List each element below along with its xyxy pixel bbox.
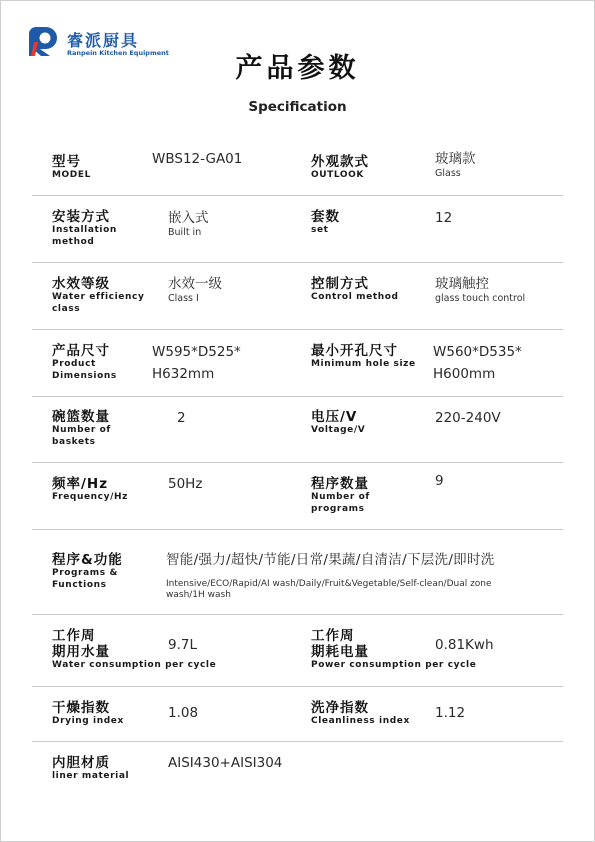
drying-index-label <box>52 700 124 728</box>
hole-size-label-en: Minimum hole size <box>311 359 416 369</box>
liner-material-label-cn: 内胆材质 <box>52 755 110 771</box>
water-consumption-label-cn-2: 期用水量 <box>52 644 110 660</box>
water-efficiency-label-en-2: class <box>52 303 81 314</box>
baskets-value <box>177 407 186 429</box>
power-consumption-value <box>435 634 494 656</box>
functions-label <box>52 552 123 591</box>
frequency-value <box>168 473 202 495</box>
set-label-cn: 套数 <box>311 209 340 225</box>
installation-value-cn: 嵌入式 <box>168 210 209 226</box>
hole-size-value <box>433 341 522 385</box>
drying-index-value <box>168 702 198 724</box>
voltage-label-cn: 电压/V <box>311 409 358 425</box>
installation-value <box>168 210 209 238</box>
hole-size-value-line2: H600mm <box>433 366 496 382</box>
row-divider <box>32 529 563 530</box>
control-method-label-en: Control method <box>311 292 399 302</box>
power-consumption-label-cn-2: 期耗电量 <box>311 644 369 660</box>
frequency-label-en: Frequency/Hz <box>52 492 128 502</box>
dimensions-value-line1: W595*D525* <box>152 344 241 360</box>
programs-count-value-text: 9 <box>435 473 444 489</box>
power-consumption-label-en: Power consumption per cycle <box>311 660 477 670</box>
installation-value-en: Built in <box>168 227 202 238</box>
set-label <box>311 209 340 237</box>
installation-label-en-2: method <box>52 236 95 247</box>
page-title: 产品参数 <box>235 53 360 84</box>
cleanliness-index-label <box>311 700 410 728</box>
installation-label-en: Installation <box>52 225 117 235</box>
cleanliness-index-value-text: 1.12 <box>435 705 466 721</box>
outlook-value <box>435 151 476 179</box>
liner-material-label <box>52 755 129 783</box>
row-divider <box>32 396 563 397</box>
programs-count-value <box>435 470 444 492</box>
functions-value <box>166 550 551 601</box>
set-value-text: 12 <box>435 210 453 226</box>
water-consumption-value-text: 9.7L <box>168 637 197 653</box>
baskets-label-en: Number of <box>52 425 111 435</box>
row-divider <box>32 614 563 615</box>
hole-size-label-cn: 最小开孔尺寸 <box>311 343 398 359</box>
power-consumption-value-text: 0.81Kwh <box>435 637 494 653</box>
functions-value-en: Intensive/ECO/Rapid/AI wash/Daily/Fruit&Vegetable/Self-clean/Dual zone <box>166 579 492 589</box>
model-value <box>152 148 242 170</box>
row-divider <box>32 329 563 330</box>
programs-count-label <box>311 476 370 515</box>
brand-name-cn: 睿派厨具 <box>67 31 140 50</box>
water-consumption-label-en: Water consumption per cycle <box>52 660 217 670</box>
baskets-value-text: 2 <box>177 410 186 426</box>
row-divider <box>32 741 563 742</box>
baskets-label <box>52 409 111 448</box>
liner-material-value <box>168 752 282 774</box>
dimensions-value <box>152 341 241 385</box>
model-label-cn: 型号 <box>52 154 81 170</box>
outlook-label-cn: 外观款式 <box>311 154 369 170</box>
outlook-value-cn: 玻璃款 <box>435 151 476 167</box>
outlook-label <box>311 154 369 182</box>
model-label-en: MODEL <box>52 170 91 180</box>
control-method-label-cn: 控制方式 <box>311 276 369 292</box>
page-subtitle: Specification <box>248 99 347 115</box>
programs-count-label-en: Number of <box>311 492 370 502</box>
baskets-label-cn: 碗篮数量 <box>52 409 110 425</box>
water-consumption-label-cn: 工作周 <box>52 628 96 644</box>
functions-label-en-2: Functions <box>52 579 107 590</box>
water-efficiency-value <box>168 276 222 304</box>
outlook-value-en: Glass <box>435 168 461 179</box>
functions-value-cn: 智能/强力/超快/节能/日常/果蔬/自清洁/下层洗/即时洗 <box>166 552 495 568</box>
brand-name-en: Ranpein Kitchen Equipment <box>67 49 169 57</box>
programs-count-label-en-2: programs <box>311 503 365 514</box>
installation-label-cn: 安装方式 <box>52 209 110 225</box>
voltage-value <box>435 407 501 429</box>
row-divider <box>32 462 563 463</box>
cleanliness-index-value <box>435 702 465 724</box>
drying-index-label-cn: 干燥指数 <box>52 700 110 716</box>
dimensions-value-line2: H632mm <box>152 366 215 382</box>
outlook-label-en: OUTLOOK <box>311 170 364 180</box>
set-label-en: set <box>311 225 329 235</box>
water-efficiency-value-cn: 水效一级 <box>168 276 222 292</box>
water-efficiency-label-cn: 水效等级 <box>52 276 110 292</box>
functions-value-en-2: wash/1H wash <box>166 590 231 600</box>
dimensions-label-en: Product <box>52 359 96 369</box>
row-divider <box>32 195 563 196</box>
control-method-value <box>435 276 525 304</box>
power-consumption-label-cn: 工作周 <box>311 628 355 644</box>
drying-index-label-en: Drying index <box>52 716 124 726</box>
water-efficiency-label <box>52 276 144 315</box>
liner-material-label-en: liner material <box>52 771 130 781</box>
dimensions-label-cn: 产品尺寸 <box>52 343 110 359</box>
model-value-text: WBS12-GA01 <box>152 151 243 167</box>
voltage-value-text: 220-240V <box>435 410 501 426</box>
functions-label-en: Programs & <box>52 568 118 578</box>
drying-index-value-text: 1.08 <box>168 705 199 721</box>
set-value <box>435 207 452 229</box>
control-method-value-cn: 玻璃触控 <box>435 276 489 292</box>
hole-size-label <box>311 343 416 371</box>
hole-size-value-line1: W560*D535* <box>433 344 522 360</box>
water-efficiency-label-en: Water efficiency <box>52 292 145 302</box>
model-label <box>52 154 91 182</box>
liner-material-value-text: AISI430+AISI304 <box>168 755 283 771</box>
installation-label <box>52 209 117 248</box>
row-divider <box>32 686 563 687</box>
frequency-label <box>52 476 128 504</box>
programs-count-label-cn: 程序数量 <box>311 476 369 492</box>
voltage-label <box>311 409 365 437</box>
baskets-label-en-2: baskets <box>52 436 96 447</box>
functions-label-cn: 程序&功能 <box>52 552 123 568</box>
dimensions-label <box>52 343 117 382</box>
frequency-value-text: 50Hz <box>168 476 203 492</box>
voltage-label-en: Voltage/V <box>311 425 366 435</box>
water-consumption-value <box>168 634 197 656</box>
frequency-label-cn: 频率/Hz <box>52 476 109 492</box>
dimensions-label-en-2: Dimensions <box>52 370 117 381</box>
control-method-label <box>311 276 399 304</box>
water-efficiency-value-en: Class I <box>168 293 199 304</box>
control-method-value-en: glass touch control <box>435 293 526 304</box>
row-divider <box>32 262 563 263</box>
cleanliness-index-label-en: Cleanliness index <box>311 716 410 726</box>
cleanliness-index-label-cn: 洗净指数 <box>311 700 369 716</box>
